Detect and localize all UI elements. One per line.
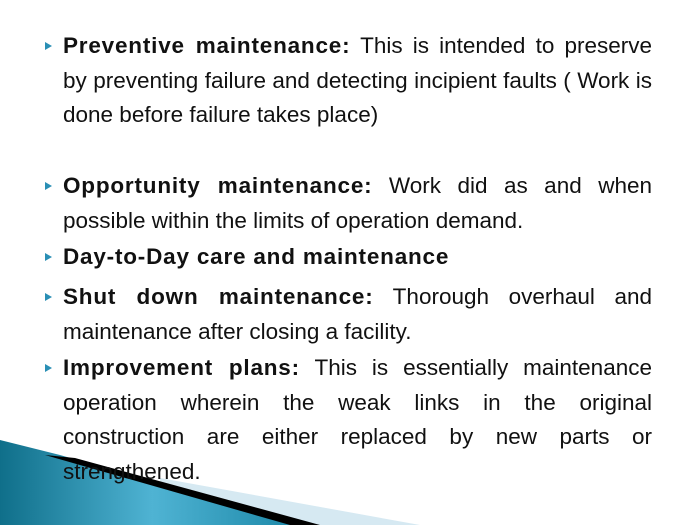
- bullet-arrow-icon: [45, 42, 52, 50]
- bullet-arrow-icon: [45, 364, 52, 372]
- list-item-opportunity: Opportunity maintenance: Work did as and when possible within the limits of operation demand.: [63, 169, 652, 238]
- list-item-day-to-day: Day-to-Day care and maintenance: [63, 240, 652, 275]
- bullet-arrow-icon: [45, 253, 52, 261]
- list-item-improvement: Improvement plans: This is essentially maintenance operation wherein the weak links in the original construction are either replaced by new parts or strengthened.: [63, 351, 652, 489]
- bullet-arrow-icon: [45, 182, 52, 190]
- bullet-arrow-icon: [45, 293, 52, 301]
- list-item-preventive: Preventive maintenance: This is intended to preserve by preventing failure and detecting incipient faults ( Work is done before failure takes place): [63, 29, 652, 133]
- list-item-shutdown: Shut down maintenance: Thorough overhaul and maintenance after closing a facility.: [63, 280, 652, 349]
